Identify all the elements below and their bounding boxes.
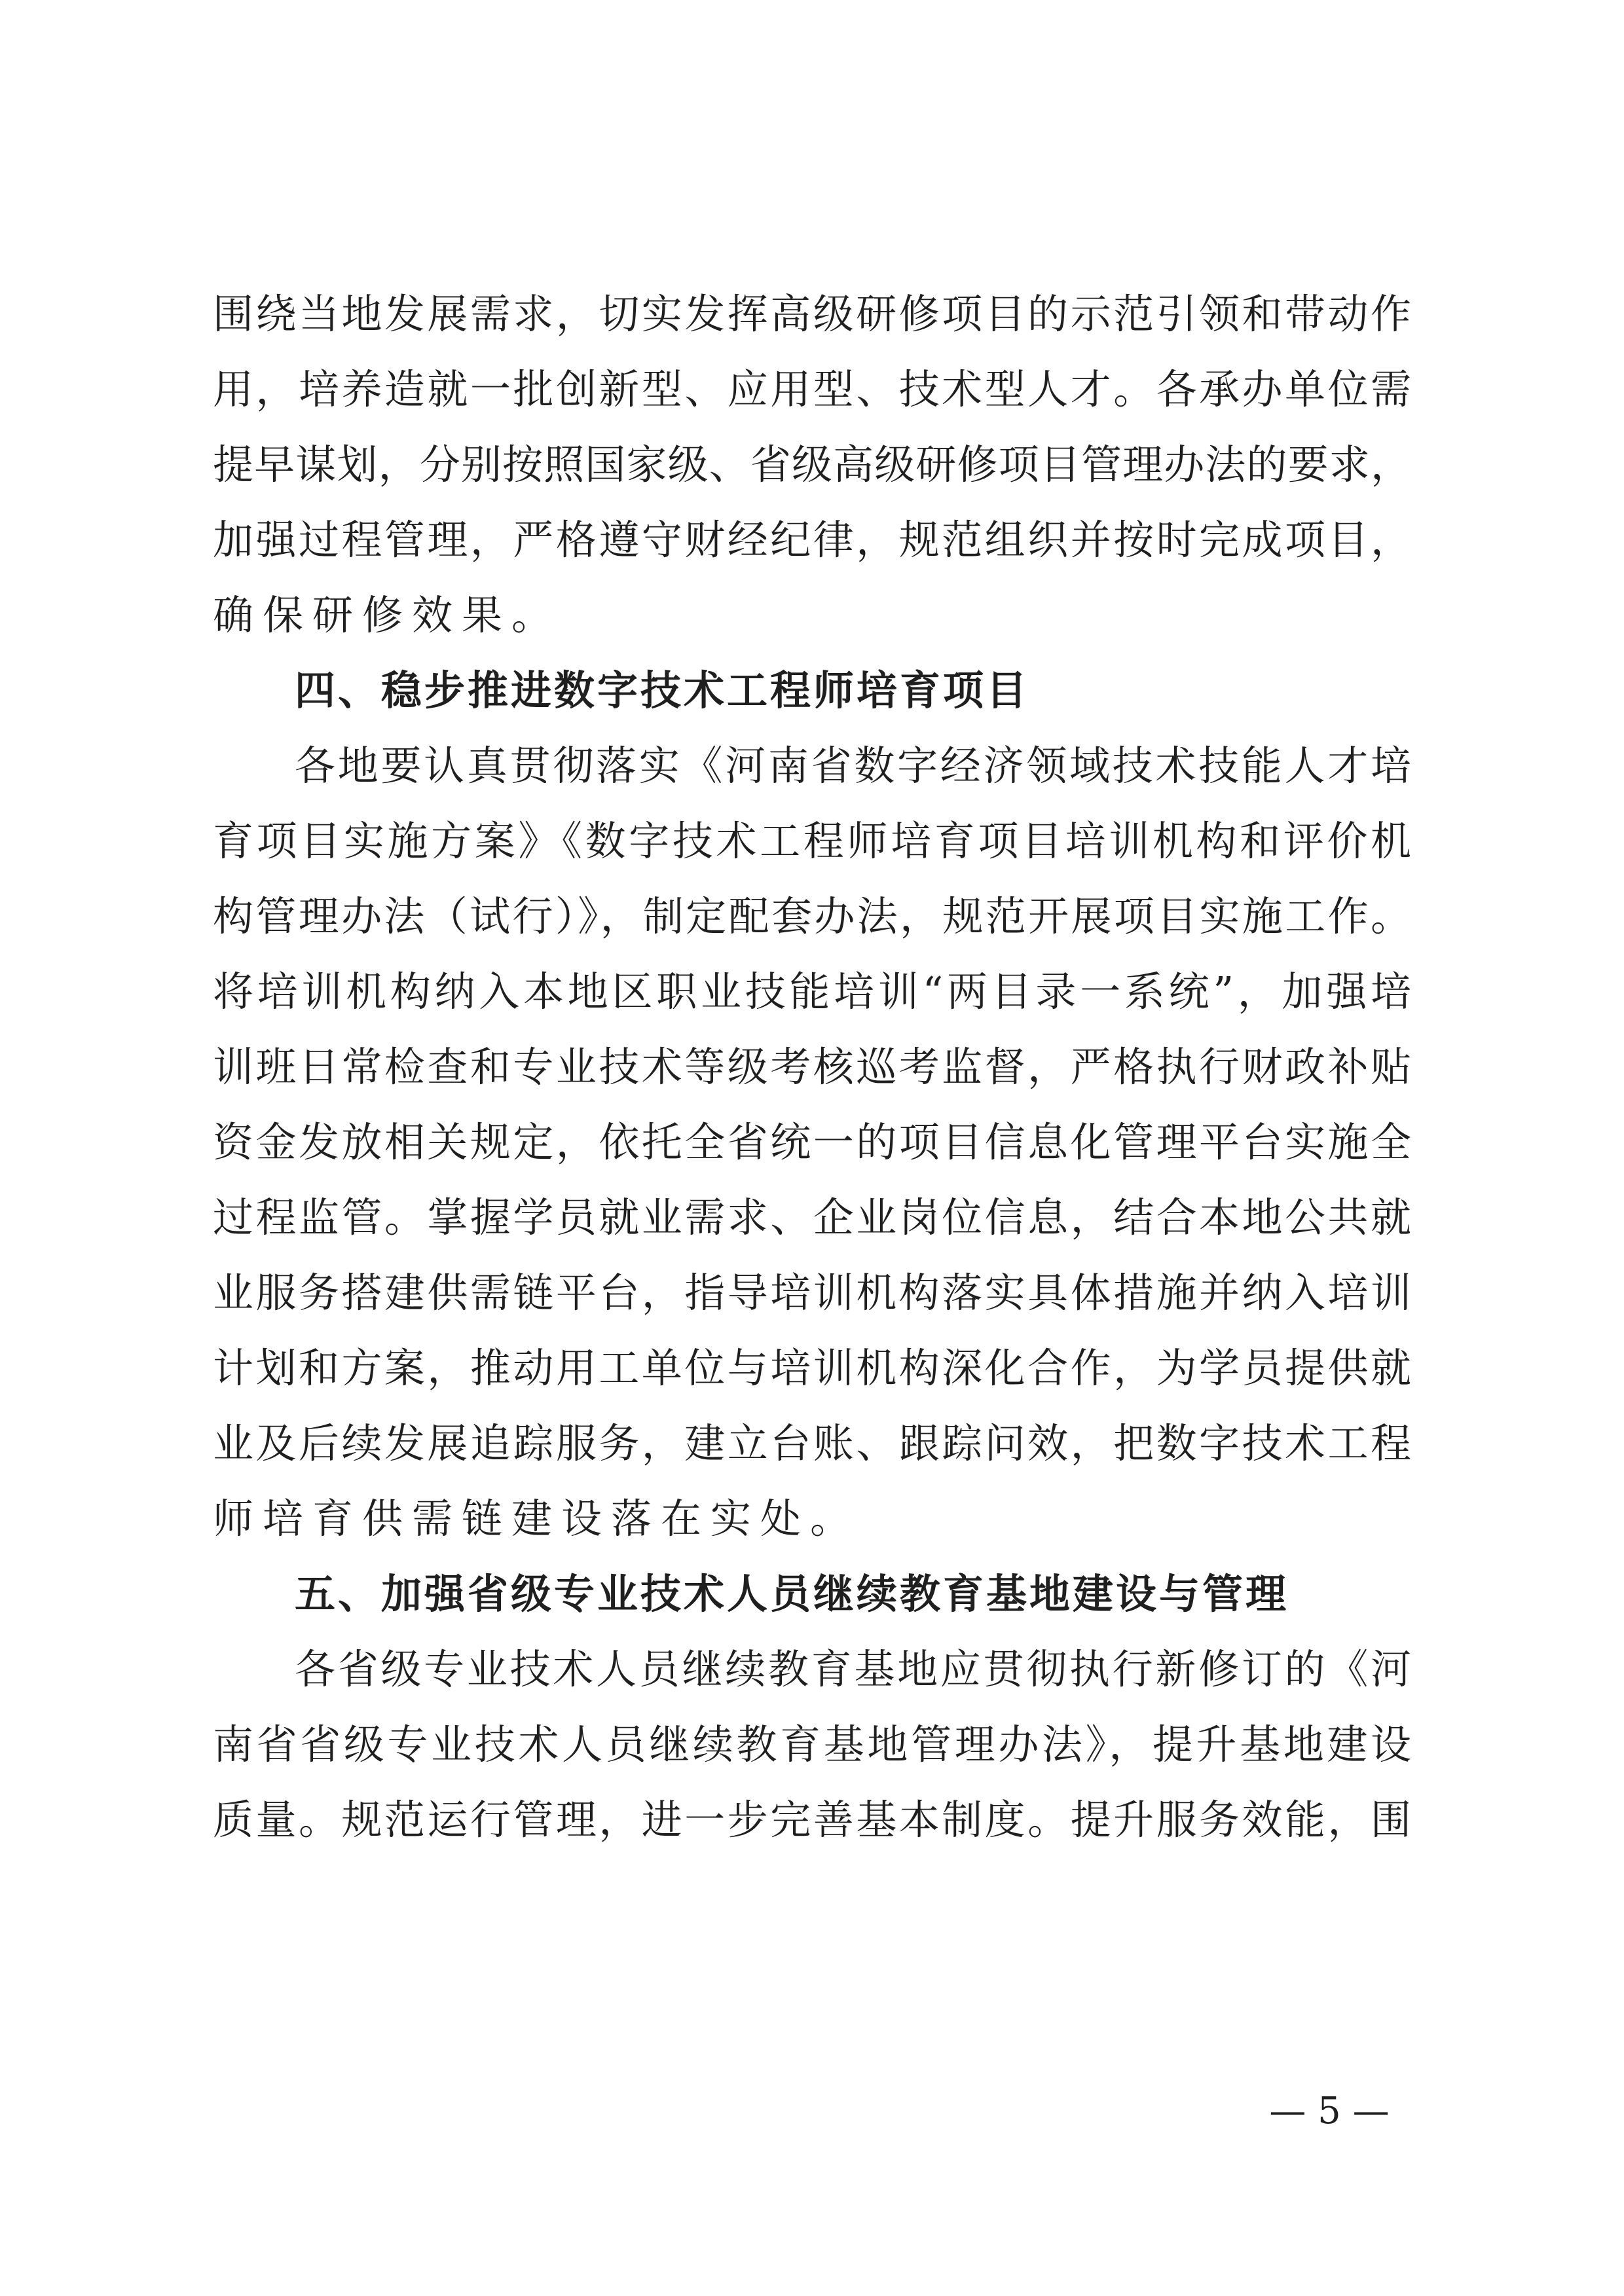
body-line: 师培育供需链建设落在实处。 bbox=[213, 1495, 860, 1542]
body-line: 训班日常检查和专业技术等级考核巡考监督，严格执行财政补贴 bbox=[213, 1043, 1411, 1091]
body-line: 计划和方案，推动用工单位与培训机构深化合作，为学员提供就 bbox=[213, 1344, 1411, 1392]
body-line: 确保研修效果。 bbox=[213, 591, 562, 639]
page-number: — 5 — bbox=[1269, 2090, 1390, 2132]
body-line: 构管理办法（试行）》，制定配套办法，规范开展项目实施工作。 bbox=[213, 892, 1411, 940]
section-heading-4: 四、稳步推进数字技术工程师培育项目 bbox=[295, 666, 1030, 714]
body-line: 业服务搭建供需链平台，指导培训机构落实具体措施并纳入培训 bbox=[213, 1269, 1411, 1317]
body-line: 各地要认真贯彻落实《河南省数字经济领域技术技能人才培 bbox=[295, 742, 1411, 790]
body-line: 围绕当地发展需求，切实发挥高级研修项目的示范引领和带动作 bbox=[213, 290, 1411, 338]
body-line: 育项目实施方案》《数字技术工程师培育项目培训机构和评价机 bbox=[213, 817, 1411, 865]
body-line: 提早谋划，分别按照国家级、省级高级研修项目管理办法的要求， bbox=[213, 441, 1411, 488]
body-line: 业及后续发展追踪服务，建立台账、跟踪问效，把数字技术工程 bbox=[213, 1419, 1411, 1467]
body-line: 资金发放相关规定，依托全省统一的项目信息化管理平台实施全 bbox=[213, 1118, 1411, 1166]
body-line: 南省省级专业技术人员继续教育基地管理办法》，提升基地建设 bbox=[213, 1721, 1411, 1768]
body-line: 用，培养造就一批创新型、应用型、技术型人才。各承办单位需 bbox=[213, 365, 1411, 413]
body-line: 过程监管。掌握学员就业需求、企业岗位信息，结合本地公共就 bbox=[213, 1194, 1411, 1241]
body-line: 将培训机构纳入本地区职业技能培训“两目录一系统”，加强培 bbox=[213, 968, 1411, 1015]
body-line: 加强过程管理，严格遵守财经纪律，规范组织并按时完成项目， bbox=[213, 516, 1411, 564]
section-heading-5: 五、加强省级专业技术人员继续教育基地建设与管理 bbox=[295, 1570, 1289, 1618]
body-line: 各省级专业技术人员继续教育基地应贯彻执行新修订的《河 bbox=[295, 1645, 1411, 1693]
body-line: 质量。规范运行管理，进一步完善基本制度。提升服务效能，围 bbox=[213, 1796, 1411, 1844]
